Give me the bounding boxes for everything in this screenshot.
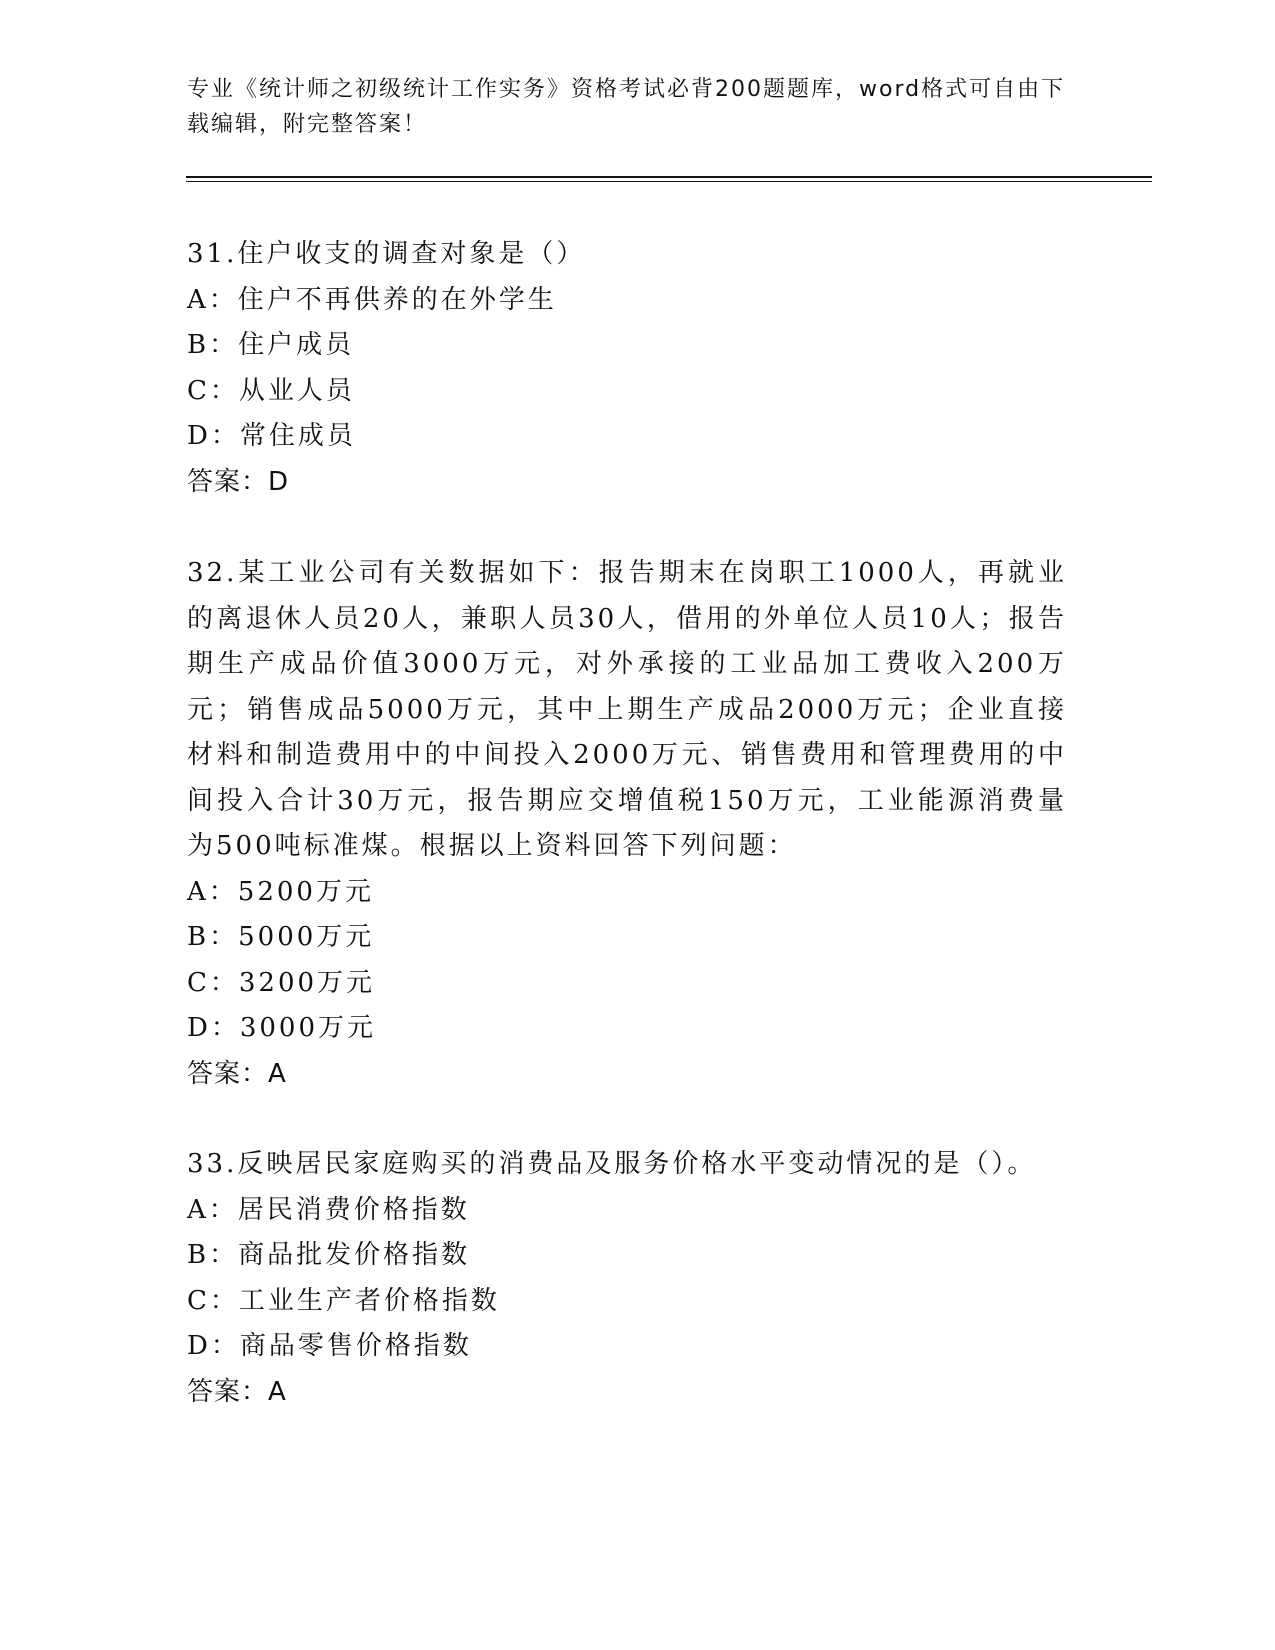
header-rule-thick — [186, 176, 1152, 178]
option-b: B：住户成员 — [187, 330, 355, 360]
option-c: C：工业生产者价格指数 — [187, 1285, 500, 1316]
answer-line: 答案：A — [187, 1376, 287, 1407]
answer-line: 答案：D — [187, 466, 290, 497]
document-header: 专业《统计师之初级统计工作实务》资格考试必背200题题库，word格式可自由下载编辑，附完整答案！ — [187, 77, 1066, 137]
option-b: B：商品批发价格指数 — [187, 1240, 471, 1270]
question-stem: 31.住户收支的调查对象是（） — [187, 239, 586, 269]
answer-line: 答案：A — [187, 1058, 287, 1089]
question-stem: 33.反映居民家庭购买的消费品及服务价格水平变动情况的是（）。 — [187, 1149, 1037, 1179]
option-c: C：3200万元 — [187, 967, 376, 998]
option-a: A：住户不再供养的在外学生 — [187, 284, 557, 315]
option-c: C：从业人员 — [187, 375, 355, 406]
option-b: B：5000万元 — [187, 922, 375, 952]
question-33 — [187, 1142, 1067, 1415]
option-a: A：5200万元 — [187, 876, 374, 907]
option-d: D：商品零售价格指数 — [187, 1331, 472, 1361]
header-rule-thin — [186, 181, 1152, 182]
option-d: D：3000万元 — [187, 1013, 377, 1043]
question-31 — [187, 232, 1067, 505]
option-a: A：居民消费价格指数 — [187, 1194, 470, 1225]
question-32 — [187, 551, 1067, 1097]
option-d: D：常住成员 — [187, 421, 356, 451]
question-stem: 32.某工业公司有关数据如下：报告期末在岗职工1000人，再就业的离退休人员20人，兼职人员30人，借用的外单位人员10人；报告期生产成品价值3000万元，对外承接的工业品加工费收入200万元；销售成品5000万元，其中上期生产成品2000万元；企业直接材料和制造费用中的中间投入2000万元、销售费用和管理费用的中间投入合计30万元，报告期应交增值税150万元，工业能源消费量为500吨标准煤。根据以上资料回答下列问题： — [187, 558, 1067, 861]
